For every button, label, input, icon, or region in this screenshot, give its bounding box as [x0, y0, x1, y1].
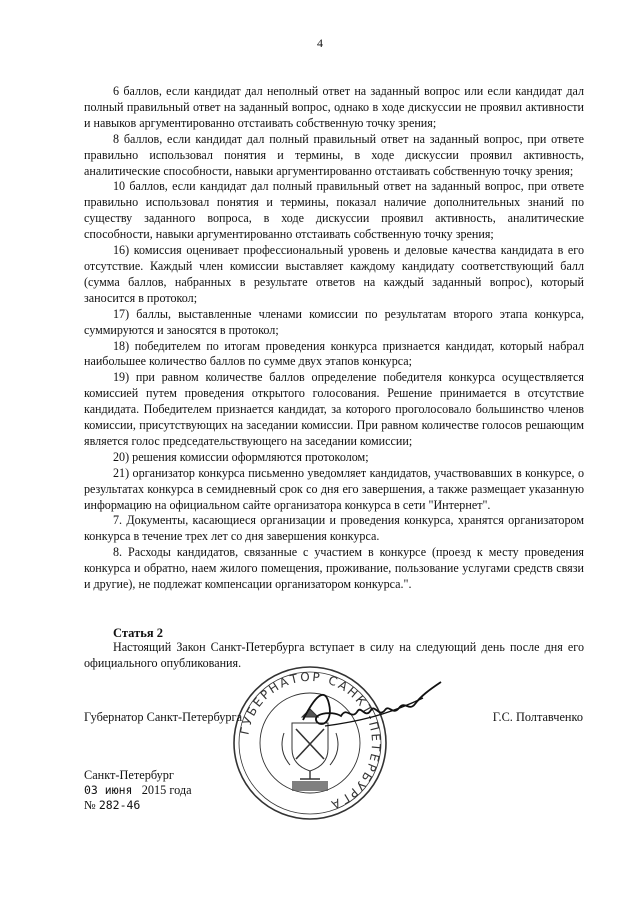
paragraph-score-10: 10 баллов, если кандидат дал полный правильный ответ на заданный вопрос, при ответе правильно использовал понятия и термины, показал наличие дополнительных знаний по существу заданного вопроса, в ходе дискуссии проявил активность, аналитические способности, навыки аргументированно отстаивать собственную точку зрения; [84, 179, 584, 242]
governor-name: Г.С. Полтавченко [492, 710, 583, 724]
paragraph-item-17: 17) баллы, выставленные членами комиссии по результатам второго этапа конкурса, суммируются и заносятся в протокол; [84, 306, 584, 337]
governor-signature [295, 676, 445, 746]
article-title: Статья 2 [113, 626, 163, 640]
issue-number [84, 798, 140, 813]
paragraph-item-21: 21) организатор конкурса письменно уведомляет кандидатов, участвовавших в конкурсе, о результатах конкурса в семидневный срок со дня его завершения, а также размещает указанную информацию на официальном сайте организатора конкурса в сети "Интернет". [84, 465, 584, 512]
issue-day-month: 03 июня [84, 783, 133, 797]
issue-year: 2015 года [141, 783, 192, 797]
paragraph-item-20: 20) решения комиссии оформляются протоколом; [113, 449, 369, 464]
paragraph-score-6: 6 баллов, если кандидат дал неполный ответ на заданный вопрос или если кандидат дал полный правильный ответ на заданный вопрос, однако в ходе дискуссии не проявил активности и навыков аргументированно отстаивать собственную точку зрения; [84, 84, 584, 130]
issue-date [84, 783, 192, 798]
seal-text: ГУБЕРНАТОР САНКТ-ПЕТЕРБУРГА [237, 669, 384, 813]
paragraph-point-7: 7. Документы, касающиеся организации и проведения конкурса, хранятся организатором конкурса в течение трех лет со дня завершения конкурса. [84, 513, 584, 544]
page-number: 4 [317, 36, 323, 50]
article-text: Настоящий Закон Санкт-Петербурга вступает в силу на следующий день после дня его официального опубликования. [84, 640, 584, 670]
issue-number-prefix: № [84, 798, 96, 812]
issue-city: Санкт-Петербург [84, 768, 174, 782]
governor-position: Губернатор Санкт-Петербурга [84, 710, 243, 724]
document-body [84, 84, 584, 593]
paragraph-item-16: 16) комиссия оценивает профессиональный уровень и деловые качества кандидата в его отсутствие. Каждый член комиссии выставляет каждому кандидату соответствующий балл (сумма баллов, набранных в результате ответов на каждый заданный вопрос), который заносится в протокол; [84, 243, 584, 305]
paragraph-score-8: 8 баллов, если кандидат дал полный правильный ответ на заданный вопрос, при ответе правильно использовал понятия и термины, в ходе дискуссии проявил активность, аналитические способности, навыки аргументированно отстаивать собственную точку зрения; [84, 131, 584, 178]
issue-number-value: 282-46 [98, 798, 141, 812]
paragraph-point-8: 8. Расходы кандидатов, связанные с участием в конкурсе (проезд к месту проведения конкурса и обратно, наем жилого помещения, проживание, пользование услугами средств связи и другие), не подлежат компенсации организатором конкурса.". [84, 545, 584, 592]
paragraph-item-18: 18) победителем по итогам проведения конкурса признается кандидат, который набрал наибольшее количество баллов по сумме двух этапов конкурса; [84, 338, 584, 369]
paragraph-item-19: 19) при равном количестве баллов определение победителя конкурса осуществляется комиссией путем проведения открытого голосования. Решение принимается в отсутствие кандидата. Победителем признается кандидат, за которого проголосовало большинство членов комиссии, присутствующих на заседании комиссии. При равном количестве голосов решающим является голос председательствующего на заседании комиссии; [84, 370, 584, 448]
